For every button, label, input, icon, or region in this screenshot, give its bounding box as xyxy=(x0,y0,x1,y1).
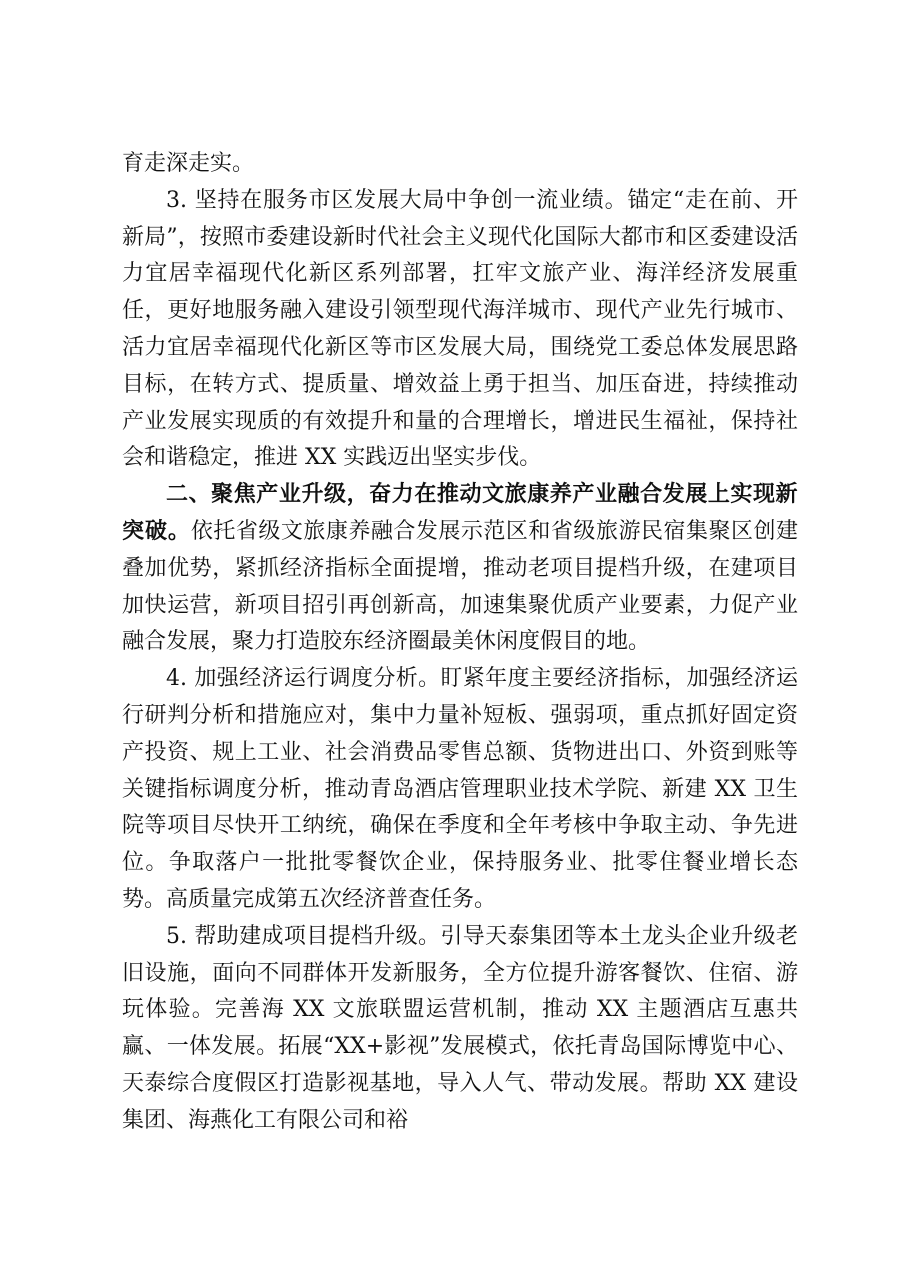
paragraph-item-3: 3. 坚持在服务市区发展大局中争创一流业绩。锚定“走在前、开新局”，按照市委建设新时代社会主义现代化国际大都市和区委建设活力宜居幸福现代化新区系列部署，扛牢文旅产业、海洋经济发展重任，更好地服务融入建设引领型现代海洋城市、现代产业先行城市、活力宜居幸福现代化新区等市区发展大局，围绕党工委总体发展思路目标，在转方式、提质量、增效益上勇于担当、加压奋进，持续推动产业发展实现质的有效提升和量的合理增长，增进民生福祉，保持社会和谐稳定，推进 XX 实践迈出坚实步伐。 xyxy=(122,187,798,471)
paragraph-item-4: 4. 加强经济运行调度分析。盯紧年度主要经济指标，加强经济运行研判分析和措施应对，集中力量补短板、强弱项，重点抓好固定资产投资、规上工业、社会消费品零售总额、货物进出口、外资到账等关键指标调度分析，推动青岛酒店管理职业技术学院、新建 XX 卫生院等项目尽快开工纳统，确保在季度和全年考核中争取主动、争先进位。争取落户一批批零餐饮企业，保持服务业、批零住餐业增长态势。高质量完成第五次经济普查任务。 xyxy=(122,666,798,912)
document-body xyxy=(122,146,798,1140)
section-two-heading: 二、聚焦产业升级，奋力在推动文旅康养产业融合发展上实现新突破。 xyxy=(122,482,798,544)
paragraph-item-5: 5. 帮助建成项目提档升级。引导天泰集团等本土龙头企业升级老旧设施，面向不同群体开发新服务，全方位提升游客餐饮、住宿、游玩体验。完善海 XX 文旅联盟运营机制，推动 XX 主题酒店互惠共赢、一体发展。拓展“XX+影视”发展模式，依托青岛国际博览中心、天泰综合度假区打造影视基地，导入人气、带动发展。帮助 XX 建设集团、海燕化工有限公司和裕 xyxy=(122,923,798,1133)
section-two-paragraph xyxy=(122,477,798,661)
section-two-body: 依托省级文旅康养融合发展示范区和省级旅游民宿集聚区创建叠加优势，紧抓经济指标全面提增，推动老项目提档升级，在建项目加快运营，新项目招引再创新高，加速集聚优质产业要素，力促产业融合发展，聚力打造胶东经济圈最美休闲度假目的地。 xyxy=(122,518,798,655)
paragraph-continuation: 育走深走实。 xyxy=(122,151,255,176)
